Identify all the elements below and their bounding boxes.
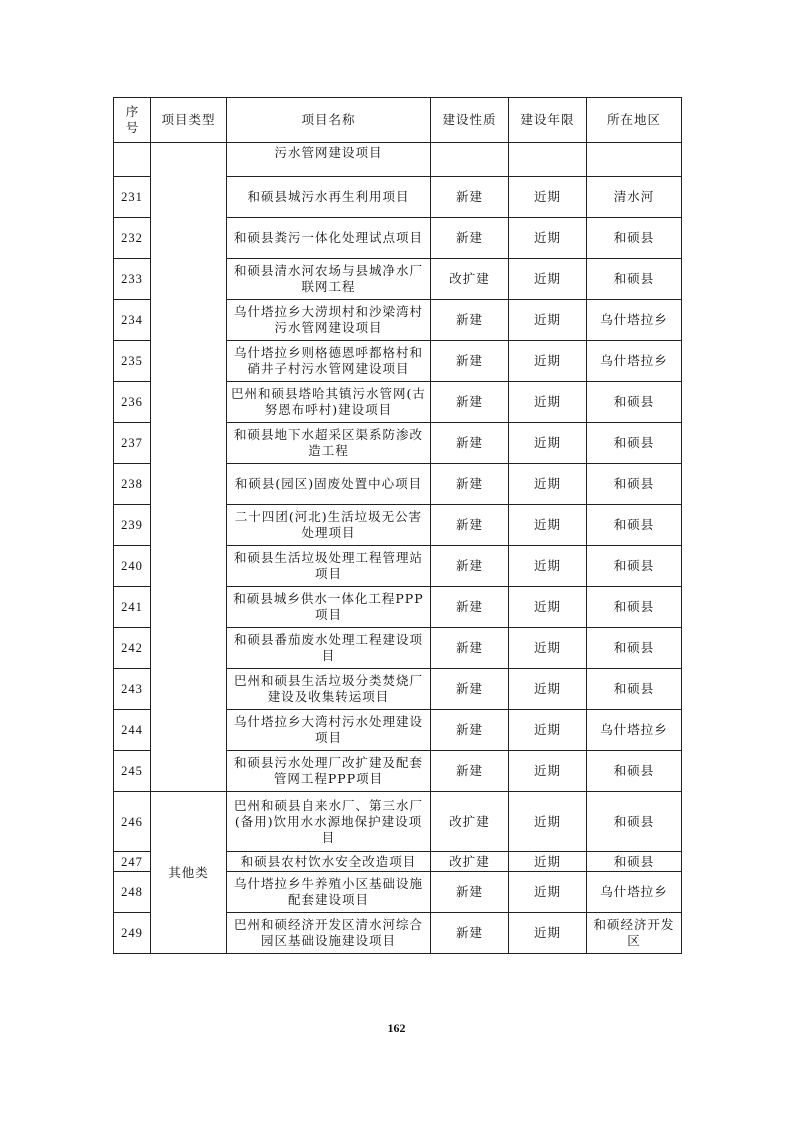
cell-seq: 237 [114,423,151,464]
cell-period: 近期 [509,505,587,546]
cell-nature: 改扩建 [431,852,509,872]
cell-nature: 改扩建 [431,259,509,300]
cell-region: 清水河 [587,177,682,218]
cell-period: 近期 [509,913,587,954]
cell-seq: 238 [114,464,151,505]
header-type: 项目类型 [151,98,227,143]
cell-period: 近期 [509,587,587,628]
cell-nature: 新建 [431,669,509,710]
cell-period: 近期 [509,259,587,300]
cell-region [587,143,682,177]
cell-region: 和硕县 [587,218,682,259]
cell-name: 和硕县番茄废水处理工程建设项目 [227,628,431,669]
cell-period: 近期 [509,546,587,587]
cell-seq: 236 [114,382,151,423]
cell-period: 近期 [509,300,587,341]
cell-nature: 新建 [431,710,509,751]
header-row [114,98,682,143]
cell-period: 近期 [509,751,587,792]
cell-name: 和硕县清水河农场与县城净水厂联网工程 [227,259,431,300]
cell-region: 乌什塔拉乡 [587,300,682,341]
cell-period: 近期 [509,792,587,852]
table-row [114,143,682,177]
cell-region: 和硕县 [587,792,682,852]
cell-seq [114,143,151,177]
cell-period [509,143,587,177]
cell-period: 近期 [509,341,587,382]
cell-name: 巴州和硕经济开发区清水河综合园区基础设施建设项目 [227,913,431,954]
header-region: 所在地区 [587,98,682,143]
cell-nature: 新建 [431,505,509,546]
cell-seq: 245 [114,751,151,792]
cell-region: 和硕县 [587,852,682,872]
cell-nature: 新建 [431,628,509,669]
cell-nature: 新建 [431,587,509,628]
cell-nature: 新建 [431,751,509,792]
cell-seq: 232 [114,218,151,259]
cell-seq: 244 [114,710,151,751]
header-name: 项目名称 [227,98,431,143]
cell-nature: 新建 [431,464,509,505]
cell-region: 乌什塔拉乡 [587,341,682,382]
cell-region: 和硕县 [587,546,682,587]
cell-seq: 234 [114,300,151,341]
header-period: 建设年限 [509,98,587,143]
cell-nature: 新建 [431,546,509,587]
cell-seq: 246 [114,792,151,852]
cell-region: 和硕县 [587,423,682,464]
cell-name: 和硕县污水处理厂改扩建及配套管网工程PPP项目 [227,751,431,792]
table-row [114,792,682,852]
page-number: 162 [387,1021,406,1035]
cell-name: 乌什塔拉乡牛养殖小区基础设施配套建设项目 [227,872,431,913]
cell-period: 近期 [509,423,587,464]
cell-period: 近期 [509,177,587,218]
cell-region: 和硕县 [587,382,682,423]
cell-region: 和硕县 [587,464,682,505]
cell-region: 和硕县 [587,751,682,792]
cell-period: 近期 [509,464,587,505]
cell-type-other: 其他类 [151,792,227,954]
cell-seq: 239 [114,505,151,546]
cell-seq: 247 [114,852,151,872]
cell-seq: 231 [114,177,151,218]
cell-name: 和硕县(园区)固废处置中心项目 [227,464,431,505]
cell-seq: 242 [114,628,151,669]
cell-type-continued [151,143,227,792]
cell-period: 近期 [509,852,587,872]
cell-seq: 241 [114,587,151,628]
cell-region: 和硕县 [587,587,682,628]
project-table [113,97,682,954]
cell-name: 巴州和硕县自来水厂、第三水厂(备用)饮用水水源地保护建设项目 [227,792,431,852]
cell-period: 近期 [509,669,587,710]
cell-nature: 新建 [431,341,509,382]
cell-period: 近期 [509,382,587,423]
cell-seq: 240 [114,546,151,587]
header-seq: 序号 [114,98,151,143]
cell-period: 近期 [509,628,587,669]
header-nature: 建设性质 [431,98,509,143]
cell-name: 污水管网建设项目 [227,143,431,177]
cell-nature: 新建 [431,872,509,913]
cell-region: 和硕县 [587,259,682,300]
cell-region: 和硕县 [587,505,682,546]
cell-name: 和硕县城乡供水一体化工程PPP项目 [227,587,431,628]
cell-nature [431,143,509,177]
cell-region: 和硕县 [587,628,682,669]
cell-nature: 新建 [431,913,509,954]
cell-seq: 233 [114,259,151,300]
cell-seq: 235 [114,341,151,382]
cell-name: 和硕县农村饮水安全改造项目 [227,852,431,872]
cell-name: 和硕县城污水再生利用项目 [227,177,431,218]
cell-name: 乌什塔拉乡大涝坝村和沙梁湾村污水管网建设项目 [227,300,431,341]
cell-region: 乌什塔拉乡 [587,872,682,913]
cell-seq: 248 [114,872,151,913]
cell-name: 巴州和硕县塔哈其镇污水管网(古努恩布呼村)建设项目 [227,382,431,423]
cell-name: 乌什塔拉乡则格德恩呼都格村和硝井子村污水管网建设项目 [227,341,431,382]
cell-nature: 新建 [431,300,509,341]
cell-seq: 249 [114,913,151,954]
cell-period: 近期 [509,710,587,751]
cell-region: 和硕县 [587,669,682,710]
cell-period: 近期 [509,872,587,913]
cell-name: 和硕县生活垃圾处理工程管理站项目 [227,546,431,587]
cell-period: 近期 [509,218,587,259]
cell-name: 乌什塔拉乡大湾村污水处理建设项目 [227,710,431,751]
cell-nature: 新建 [431,177,509,218]
cell-name: 巴州和硕县生活垃圾分类焚烧厂建设及收集转运项目 [227,669,431,710]
cell-seq: 243 [114,669,151,710]
cell-region: 乌什塔拉乡 [587,710,682,751]
cell-name: 和硕县地下水超采区渠系防渗改造工程 [227,423,431,464]
cell-region: 和硕经济开发区 [587,913,682,954]
cell-nature: 新建 [431,382,509,423]
cell-name: 二十四团(河北)生活垃圾无公害处理项目 [227,505,431,546]
cell-nature: 新建 [431,218,509,259]
cell-nature: 新建 [431,423,509,464]
cell-name: 和硕县粪污一体化处理试点项目 [227,218,431,259]
cell-nature: 改扩建 [431,792,509,852]
